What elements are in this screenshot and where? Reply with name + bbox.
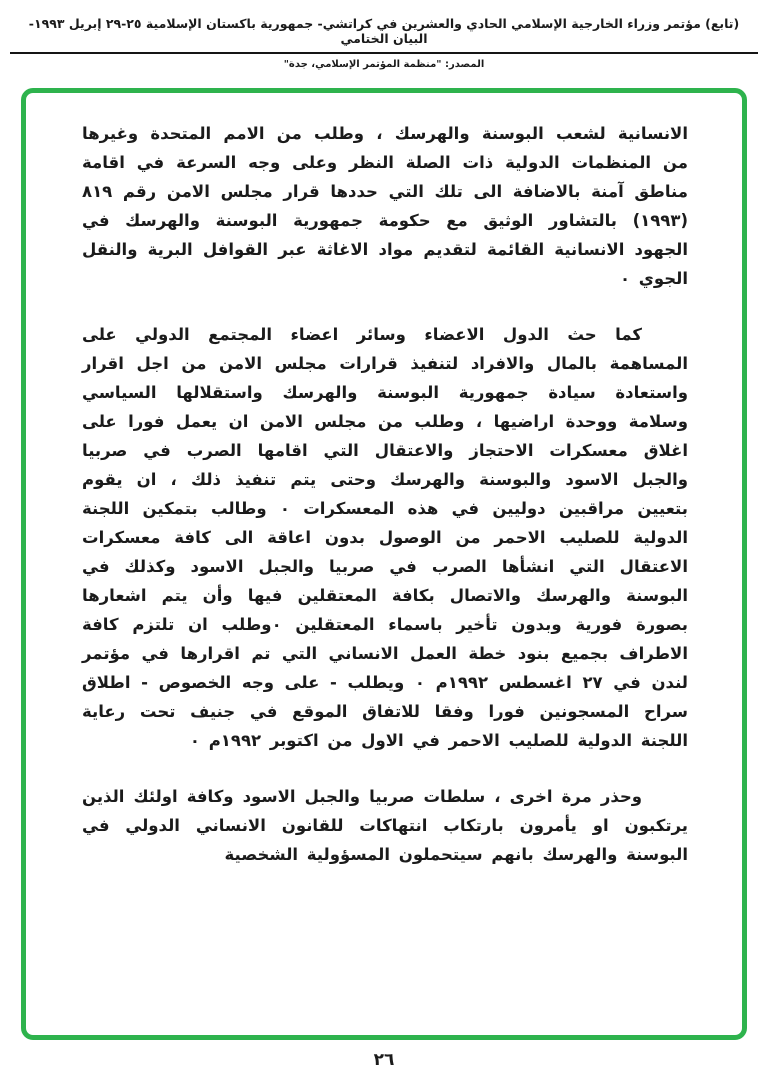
- header-divider: [10, 52, 758, 54]
- page-header: [0, 16, 768, 70]
- header-source: المصدر: "منظمة المؤتمر الإسلامي، جدة": [283, 59, 485, 70]
- paragraph: وحذر مرة اخرى ، سلطات صربيا والجبل الاسود وكافة اولئك الذين يرتكبون او يأمرون بارتكاب انتهاكات للقانون الانساني الدولي في البوسنة والهرسك بانهم سيتحملون المسؤولية الشخصية: [82, 787, 688, 864]
- page-number: ٢٦: [373, 1050, 395, 1070]
- paragraph: الانسانية لشعب البوسنة والهرسك ، وطلب من الامم المتحدة وغيرها من المنظمات الدولية ذات الصلة النظر وعلى وجه السرعة في اقامة مناطق آمنة بالاضافة الى تلك التي حددها قرار مجلس الامن رقم ٨١٩ (١٩٩٣) بالتشاور الوثيق مع حكومة جمهورية البوسنة والهرسك في الجهود الانسانية القائمة لتقديم مواد الاغاثة عبر القوافل البرية والنقل الجوي ٠: [82, 124, 688, 288]
- document-text-block: [26, 93, 742, 869]
- paragraph: كما حث الدول الاعضاء وسائر اعضاء المجتمع الدولي على المساهمة بالمال والافراد لتنفيذ قرارات مجلس الامن من اجل اقرار واستعادة سيادة جمهورية البوسنة والهرسك واستقلالها السياسي وسلامة ووحدة اراضيها ، وطلب من مجلس الامن ان يعمل فورا على اغلاق معسكرات الاحتجاز والاعتقال التي اقامها الصرب في صربيا والجبل الاسود والبوسنة والهرسك وحتى يتم تنفيذ ذلك ، ان يقوم بتعيين مراقبين دوليين في هذه المعسكرات ٠ وطالب بتمكين اللجنة الدولية للصليب الاحمر من الوصول بدون اعاقة الى كافة معسكرات الاعتقال التي انشأها الصرب في صربيا والجبل الاسود وكذلك في البوسنة والهرسك والاتصال بكافة المعتقلين فيها وأن يتم اشعارها بصورة فورية وبدون تأخير باسماء المعتقلين ٠وطلب ان تلتزم كافة الاطراف بجميع بنود خطة العمل الانساني التي تم اقرارها في مؤتمر لندن في ٢٧ اغسطس ١٩٩٢م ٠ ويطلب - على وجه الخصوص - اطلاق سراح المسجونين فورا وفقا للاتفاق الموقع في جنيف تحت رعاية اللجنة الدولية للصليب الاحمر في الاول من اكتوبر ١٩٩٢م ٠: [82, 325, 688, 750]
- scan-frame: [21, 88, 747, 1040]
- header-title: (تابع) مؤتمر وزراء الخارجية الإسلامي الحادي والعشرين في كراتشي- جمهورية باكستان الإسلامية ٢٥-٢٩ إبريل ١٩٩٣- البيان الختامي: [28, 16, 740, 46]
